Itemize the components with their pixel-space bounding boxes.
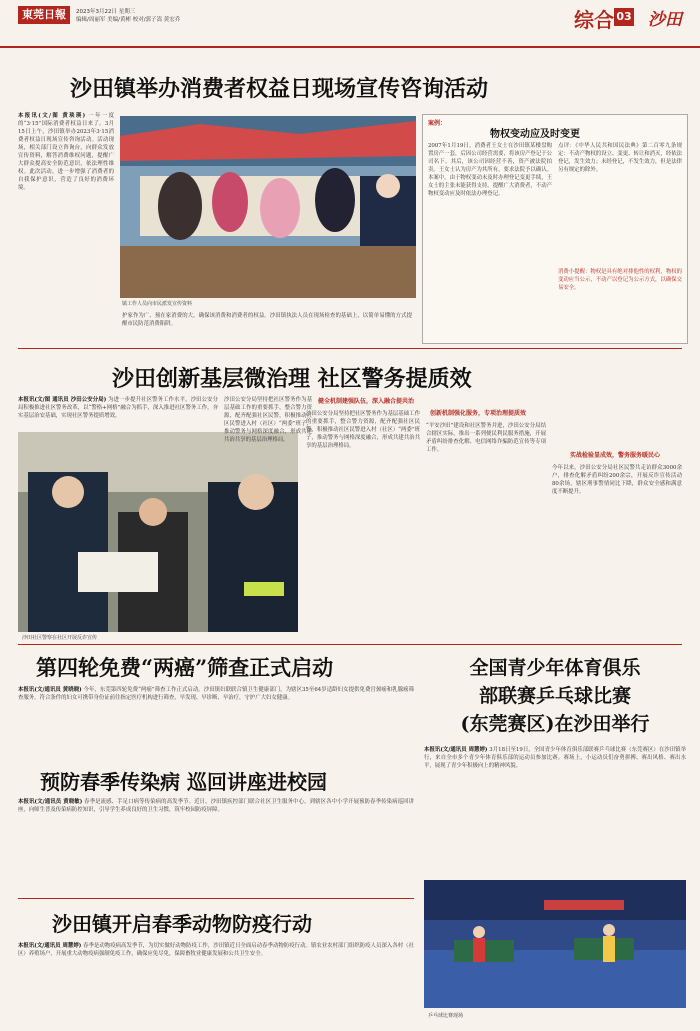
article3-body: 今年，东莞第四轮免费“两癌”筛查工作正式启动。沙田镇妇联联合镇卫生健康部门，为辖区35至64岁适龄妇女提供免费宫颈癌和乳腺癌筛查服务。符合条件的妇女可携带身份证前往指定医疗机构进行筛查，早发现、早诊断、早治疗，守护广大妇女健康。: [18, 687, 414, 701]
case-label: 案例：: [428, 120, 447, 127]
article4-photo: [424, 880, 686, 1008]
article1-headline: 沙田镇举办消费者权益日现场宣传咨询活动: [70, 76, 489, 102]
article3-byline: 本报讯(文/通讯员 黄晓晓): [18, 687, 82, 693]
page-number: 03: [614, 8, 634, 26]
date-line: 2023年3月22日 星期三: [76, 9, 136, 15]
divider: [18, 348, 682, 349]
article4-body: 3月18日至19日，全国青少年体育俱乐部联赛乒乓球比赛（东莞赛区）在沙田镇举行，来自全市多个青少年体育俱乐部的运动员参加比赛。赛场上，小运动员们奋勇拼搏、赛出风格、赛出水平，展现了青少年积极向上的精神风貌。: [424, 747, 686, 769]
article2-photo-caption: 沙田社区警察在社区开展反诈宣传: [22, 635, 98, 641]
article6-body: 春季是动物疫病高发季节，为切实做好动物防疫工作，沙田镇近日全面启动春季动物防疫行动。镇农业农村部门组织防疫人员深入各村（社区）养殖场户，开展重大动物疫病强制免疫工作，确保应免尽免，保障畜牧业健康发展和公共卫生安全。: [18, 943, 414, 957]
article2-col1-text: 沙田公安分局坚持把社区警务作为基层基础工作的重要抓手，整合警力资源，配齐配强社区民警，积极推动社区民警进入村（社区）“两委”班子，推动警务与网格深度融合，形成共建共治共享的基层治理格局。: [224, 397, 312, 443]
article1-mid-text: 护家作为广、预在家消费的大，确保该消费和消费者的权益。沙田镇执法人员在现场检查的基础上，以简单易懂的方式提醒市民防范消费陷阱。: [122, 313, 412, 327]
article5-byline: 本报讯(文/通讯员 黄晓敏): [18, 799, 83, 805]
case-body: 2007年1月19日，消费者王女士在沙田镇某楼盘购置房产一套，后因公司经营需要，将该房产登记于公司名下。其后，该公司因经营不善，资产被法院拍卖。王女士认为房产为其所有，要求法院予以确认。本案中，由于物权变动未及时办理登记变更手续，王女士的主张未能获得支持。提醒广大消费者，不动产物权变动应及时依法办理登记。: [428, 143, 552, 197]
article5-headline: 预防春季传染病 巡回讲座进校园: [40, 770, 327, 794]
article1-photo: [120, 116, 416, 298]
masthead-meta: [76, 8, 180, 24]
article5-text: [18, 798, 414, 894]
consumer-tip: 消费小提醒：物权是具有绝对排他性的权利，物权的变动应当公示，不动产以登记为公示方式，以确保交易安全。: [558, 269, 682, 291]
article6-byline: 本报讯(文/通讯员 周慧婷): [18, 943, 82, 949]
article4-byline: 本报讯(文/通讯员 周慧婷): [424, 747, 488, 753]
article2-intro: [18, 396, 218, 428]
article2-sub3: 实战检验显成效，警务服务暖民心: [570, 452, 661, 459]
article5-body: 春季是流感、手足口病等传染病的高发季节。近日，沙田镇疾控部门联合社区卫生服务中心，到辖区各中小学开展预防春季传染病巡回讲座，向师生普及传染病防控知识，引导学生养成良好的卫生习惯，筑牢校园防疫屏障。: [18, 799, 414, 813]
article2-sub1: 健全机制建强队伍，深入融合提共治: [318, 398, 415, 405]
article2-sub2: 创新机制强化服务，专项治理提质效: [430, 410, 527, 417]
section-title: 综合: [574, 8, 614, 32]
article4-photo-caption: 乒乓球比赛现场: [428, 1013, 464, 1019]
case-title: 物权变动应及时变更: [490, 129, 580, 140]
newspaper-logo: 東莞日報: [18, 6, 70, 24]
article2-col3-text: “平安沙田”建设和社区警务并进，沙田公安分局结合辖区实际，推出一系列便民利民服务措施，开展矛盾纠纷排查化解、电信网络诈骗防范宣传等专项工作。: [426, 423, 546, 453]
article2-byline: 本报讯(文/图 通讯员 沙田公安分局): [18, 397, 107, 403]
article2-headline: 沙田创新基层微治理 社区警务提质效: [112, 366, 472, 392]
article3-text: [18, 686, 414, 756]
article6-text: [18, 942, 414, 1022]
article4-headline-line3: (东莞赛区)在沙田举行: [460, 713, 650, 735]
case-comment: 点评：《中华人民共和国民法典》第二百零九条规定：不动产物权的设立、变更、转让和消灭，经依法登记，发生效力；未经登记，不发生效力，但是法律另有规定的除外。: [558, 143, 682, 173]
article2-body: 为进一步提升社区警务工作水平，沙田公安分局积极推进社区警务改革，以“警格+网格”融合为抓手，深入推进社区警务工作，夯实基层治安基础，实现社区警务提质增效。: [18, 397, 218, 419]
divider: [18, 644, 682, 645]
divider: [18, 898, 414, 899]
editor-line: 编辑/周丽军 美编/黄彬 校对/郭子嵩 黄宏乔: [76, 17, 181, 23]
article4-headline-line1: 全国青少年体育俱乐: [469, 657, 641, 679]
region-stamp: 沙田: [648, 10, 682, 30]
article1-body: 一年一度的“3·15”国际消费者权益日来了。3月15日上午，沙田镇举办2023年3·15消费者权益日现场宣传咨询活动。活动现场，相关部门设立咨询台，向群众发放宣传资料，解答消费维权问题，提醒广大群众提高安全防范意识，依法理性维权。此次活动，进一步增强了消费者的自我保护意识，营造了良好的消费环境。: [18, 113, 114, 191]
article4-headline: [424, 654, 686, 738]
article4-headline-line2: 部联赛乒乓球比赛: [478, 685, 631, 707]
article1-byline: 本报讯(文/图 黄琰瑛): [18, 113, 86, 119]
article1-text: [18, 112, 114, 442]
article2-col4-text: 今年以来，沙田公安分局社区民警共走访群众3000余户，排查化解矛盾纠纷200余宗，开展反诈宣传活动80余场，辖区刑事警情同比下降，群众安全感和满意度不断提升。: [552, 465, 682, 495]
article6-headline: 沙田镇开启春季动物防疫行动: [52, 912, 312, 936]
article1-photo-caption: 镇工作人员向市民派发宣传资料: [122, 301, 193, 307]
article2-photo: [18, 432, 298, 632]
article3-headline: 第四轮免费“两癌”筛查正式启动: [36, 655, 334, 680]
article4-text: [424, 746, 686, 874]
article2-col2-text: 沙田公安分局坚持把社区警务作为基层基础工作的重要抓手，整合警力资源，配齐配强社区民警，积极推动社区民警进入村（社区）“两委”班子，推动警务与网格深度融合，形成共建共治共享的基层治理格局。: [306, 411, 420, 449]
